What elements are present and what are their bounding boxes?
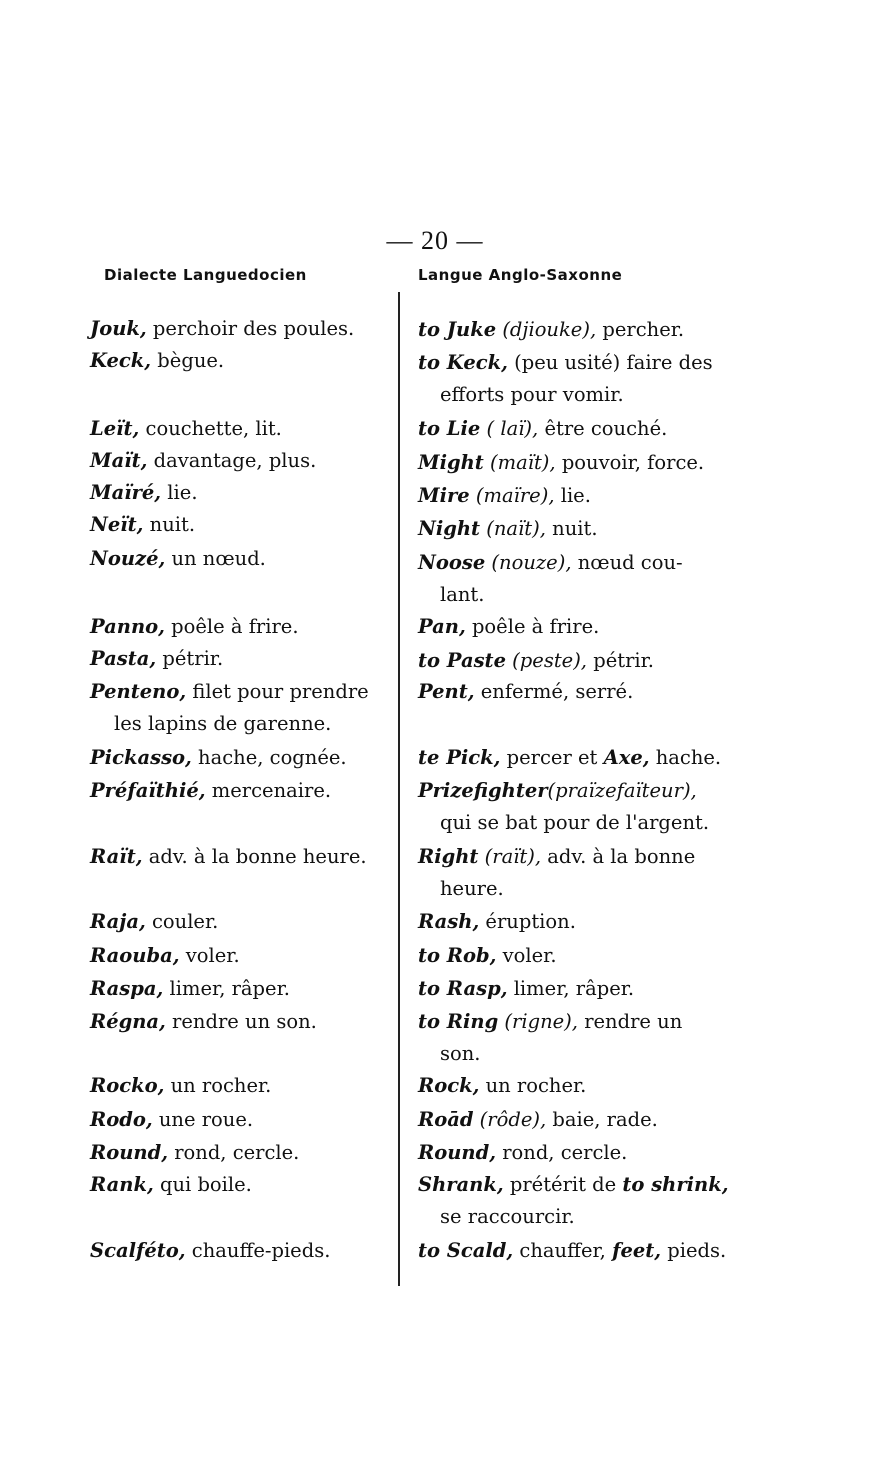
right-entry <box>418 480 718 512</box>
right-entry <box>418 676 718 708</box>
pronunciation: (rôde), <box>473 1108 547 1131</box>
headword: Might <box>418 451 484 474</box>
headword: Round, <box>418 1141 496 1164</box>
definition: un rocher. <box>164 1074 272 1097</box>
right-entry <box>418 973 718 1005</box>
headword: Pickasso, <box>90 746 192 769</box>
definition: lie. <box>554 484 591 507</box>
left-entry <box>90 413 390 445</box>
definition: limer, râper. <box>507 977 635 1000</box>
definition: (peu usité) faire des <box>507 351 713 374</box>
headword: Noose <box>418 551 486 574</box>
right-entry <box>418 775 718 839</box>
definition: chauffe-pieds. <box>185 1239 331 1262</box>
headword-2: Axe, <box>603 746 650 769</box>
definition: rond, cercle. <box>496 1141 628 1164</box>
definition: adv. à la bonne <box>541 845 696 868</box>
page-number: — 20 — <box>386 226 484 255</box>
left-entry <box>90 345 390 377</box>
headword: Maït, <box>90 449 148 472</box>
left-entry <box>90 676 390 740</box>
left-entry <box>90 1070 390 1102</box>
definition-2: hache. <box>649 746 722 769</box>
left-entry <box>90 477 390 509</box>
definition: davantage, plus. <box>147 449 317 472</box>
headword: Prizefighter <box>418 779 548 802</box>
headword: Penteno, <box>90 680 187 703</box>
left-entry <box>90 906 390 938</box>
headword: to Keck, <box>418 351 508 374</box>
definition: pétrir. <box>156 647 224 670</box>
left-entry <box>90 313 390 345</box>
definition: chauffer, <box>513 1239 613 1262</box>
right-entry <box>418 1169 729 1233</box>
pronunciation: (nouze), <box>485 551 572 574</box>
definition-2: pieds. <box>661 1239 727 1262</box>
column-divider <box>398 292 400 1286</box>
definition: percher. <box>596 318 685 341</box>
headword: Shrank, <box>418 1173 504 1196</box>
right-entry <box>418 1104 718 1136</box>
headword: Pan, <box>418 615 466 638</box>
definition: adv. à la bonne heure. <box>142 845 367 868</box>
headword: to Rob, <box>418 944 497 967</box>
headword: Régna, <box>90 1010 166 1033</box>
pronunciation: (praïzefaïteur), <box>547 779 697 802</box>
right-entry <box>418 347 718 411</box>
definition: rendre un <box>578 1010 683 1033</box>
left-entry <box>90 509 390 541</box>
headword: Leït, <box>90 417 140 440</box>
definition-continuation: lant. <box>440 583 485 606</box>
definition: un nœud. <box>165 547 266 570</box>
headword: to Juke <box>418 318 497 341</box>
definition-continuation: efforts pour vomir. <box>440 383 624 406</box>
headword: te Pick, <box>418 746 501 769</box>
pronunciation: (maït), <box>483 451 556 474</box>
definition-continuation: qui se bat pour de l'argent. <box>440 811 710 834</box>
left-entry <box>90 1235 390 1267</box>
right-entry <box>418 314 718 346</box>
pronunciation: ( laï), <box>480 417 539 440</box>
right-entry <box>418 940 718 972</box>
definition: nuit. <box>545 517 598 540</box>
headword-2: to shrink, <box>622 1173 729 1196</box>
definition: rendre un son. <box>165 1010 317 1033</box>
pronunciation: (raït), <box>478 845 542 868</box>
headword: Roād <box>418 1108 474 1131</box>
definition: couchette, lit. <box>139 417 282 440</box>
right-entry <box>418 1235 727 1267</box>
definition: bègue. <box>151 349 225 372</box>
headword: to Lie <box>418 417 481 440</box>
pronunciation: (maïre), <box>469 484 555 507</box>
definition: poêle à frire. <box>164 615 299 638</box>
definition: limer, râper. <box>163 977 290 1000</box>
headword: to Ring <box>418 1010 499 1033</box>
definition: rond, cercle. <box>168 1141 300 1164</box>
left-entry <box>90 1137 390 1169</box>
definition-continuation: se raccourcir. <box>440 1205 575 1228</box>
left-entry <box>90 1006 390 1038</box>
left-entry <box>90 643 390 675</box>
definition: pétrir. <box>587 649 655 672</box>
headword: Rock, <box>418 1074 480 1097</box>
headword: Scalféto, <box>90 1239 186 1262</box>
left-entry <box>90 1104 390 1136</box>
headword: Rash, <box>418 910 480 933</box>
headword: Rocko, <box>90 1074 165 1097</box>
definition: lie. <box>161 481 198 504</box>
right-entry <box>418 1006 718 1070</box>
headword: Nouzé, <box>90 547 166 570</box>
left-entry <box>90 775 390 807</box>
definition: un rocher. <box>479 1074 587 1097</box>
headword: Raspa, <box>90 977 164 1000</box>
definition: être couché. <box>538 417 668 440</box>
headword-2: feet, <box>612 1239 662 1262</box>
definition-continuation: les lapins de garenne. <box>114 712 332 735</box>
definition: pouvoir, force. <box>555 451 705 474</box>
definition: baie, rade. <box>546 1108 658 1131</box>
headword: Panno, <box>90 615 165 638</box>
headword: Night <box>418 517 481 540</box>
headword: Rank, <box>90 1173 154 1196</box>
headword: Keck, <box>90 349 152 372</box>
right-entry <box>418 513 718 545</box>
right-entry <box>418 906 718 938</box>
right-entry <box>418 447 718 479</box>
definition: percer et <box>500 746 604 769</box>
right-entry <box>418 742 722 774</box>
headword: Right <box>418 845 479 868</box>
headword: Round, <box>90 1141 168 1164</box>
definition: nuit. <box>143 513 196 536</box>
left-entry <box>90 1169 390 1201</box>
pronunciation: (rigne), <box>498 1010 578 1033</box>
left-entry <box>90 543 390 575</box>
headword: Pent, <box>418 680 475 703</box>
definition: couler. <box>145 910 219 933</box>
headword: Raja, <box>90 910 146 933</box>
definition: voler. <box>179 944 240 967</box>
definition-continuation: son. <box>440 1042 481 1065</box>
definition-continuation: heure. <box>440 877 504 900</box>
right-entry <box>418 1137 718 1169</box>
headword: to Scald, <box>418 1239 514 1262</box>
headword: to Rasp, <box>418 977 508 1000</box>
definition: qui boile. <box>153 1173 252 1196</box>
right-entry <box>418 645 718 677</box>
definition: mercenaire. <box>205 779 332 802</box>
headword: Neït, <box>90 513 144 536</box>
right-entry <box>418 547 718 611</box>
definition: une roue. <box>152 1108 254 1131</box>
headword: Raït, <box>90 845 143 868</box>
header-left: Dialecte Languedocien <box>104 266 307 284</box>
left-entry <box>90 841 390 873</box>
headword: Jouk, <box>90 317 147 340</box>
definition: hache, cognée. <box>191 746 347 769</box>
definition: éruption. <box>479 910 576 933</box>
definition: voler. <box>496 944 557 967</box>
left-entry <box>90 611 390 643</box>
pronunciation: (naït), <box>480 517 546 540</box>
headword: to Paste <box>418 649 506 672</box>
headword: Mire <box>418 484 470 507</box>
definition: prétérit de <box>503 1173 623 1196</box>
header-right: Langue Anglo-Saxonne <box>418 266 623 284</box>
left-entry <box>90 742 390 774</box>
definition: nœud cou- <box>571 551 683 574</box>
left-entry <box>90 940 390 972</box>
left-entry <box>90 973 390 1005</box>
right-entry <box>418 413 718 445</box>
headword: Rodo, <box>90 1108 153 1131</box>
pronunciation: (djiouke), <box>496 318 597 341</box>
right-entry <box>418 611 718 643</box>
right-entry <box>418 841 718 905</box>
left-entry <box>90 445 390 477</box>
headword: Raouba, <box>90 944 180 967</box>
definition: enfermé, serré. <box>474 680 634 703</box>
headword: Maïré, <box>90 481 162 504</box>
definition: filet pour prendre <box>186 680 369 703</box>
pronunciation: (peste), <box>505 649 588 672</box>
definition: perchoir des poules. <box>146 317 355 340</box>
headword: Préfaïthié, <box>90 779 206 802</box>
right-entry <box>418 1070 718 1102</box>
definition: poêle à frire. <box>465 615 600 638</box>
headword: Pasta, <box>90 647 157 670</box>
